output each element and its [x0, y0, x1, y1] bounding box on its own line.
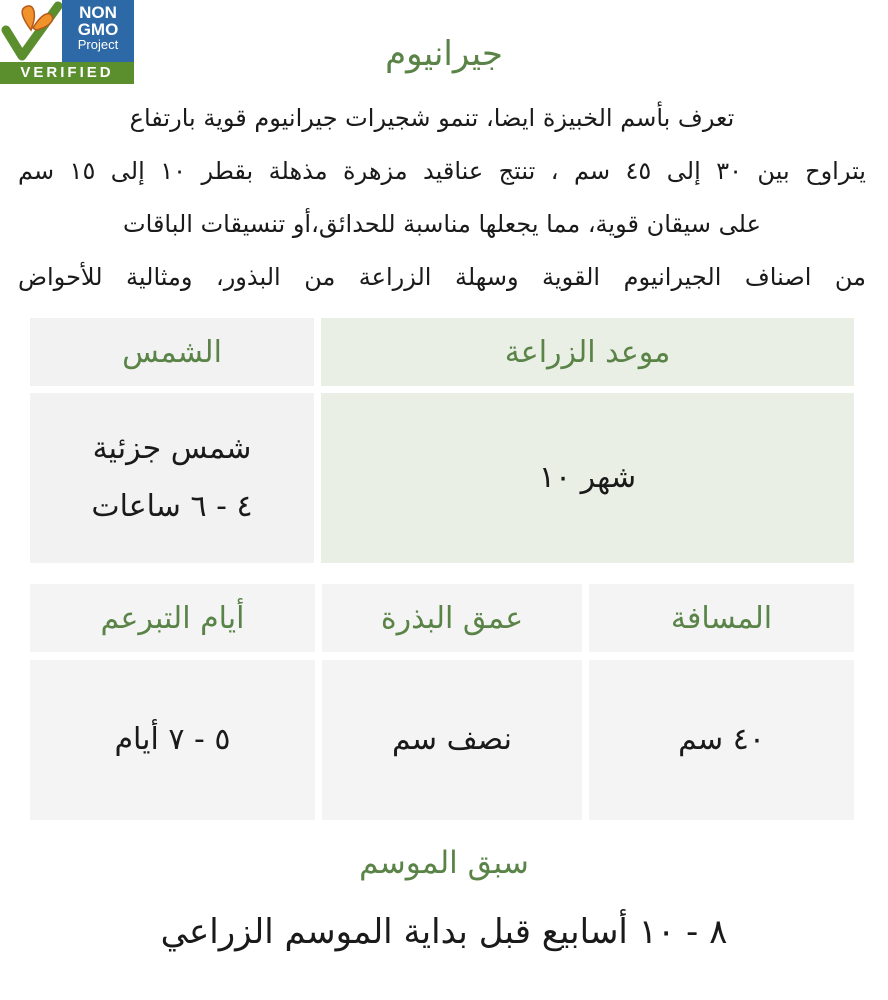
- sun-value-line: ٤ - ٦ ساعات: [91, 489, 253, 524]
- product-title: جيرانيوم: [385, 34, 503, 74]
- season-label: سبق الموسم: [359, 845, 529, 881]
- germination-days-value: ٥ - ٧ أيام: [30, 660, 315, 820]
- planting-time-header: موعد الزراعة: [321, 318, 854, 386]
- product-description: [18, 92, 866, 304]
- badge-line2: GMO: [77, 20, 119, 39]
- seed-depth-header: عمق البذرة: [322, 584, 582, 652]
- badge-line1: NON: [79, 3, 117, 22]
- germination-days-header: أيام التبرعم: [30, 584, 315, 652]
- description-line: يتراوح بين ٣٠ إلى ٤٥ سم ، تنتج عناقيد مزهرة مذهلة بقطر ١٠ إلى ١٥ سم: [18, 157, 866, 185]
- description-line: من اصناف الجيرانيوم القوية وسهلة الزراعة من البذور، ومثالية للأحواض: [18, 263, 866, 291]
- description-line: تعرف بأسم الخبيزة ايضا، تنمو شجيرات جيرانيوم قوية بارتفاع: [129, 104, 735, 132]
- distance-value: ٤٠ سم: [589, 660, 854, 820]
- sun-value: [30, 393, 314, 563]
- sun-value-line: شمس جزئية: [92, 431, 252, 466]
- badge-line3: Project: [77, 37, 119, 52]
- sun-header: الشمس: [30, 318, 314, 386]
- seed-depth-value: نصف سم: [322, 660, 582, 820]
- planting-time-value: شهر ١٠: [321, 393, 854, 563]
- distance-header: المسافة: [589, 584, 854, 652]
- badge-verified: VERIFIED: [0, 62, 134, 84]
- season-value: ٨ - ١٠ أسابيع قبل بداية الموسم الزراعي: [160, 912, 728, 952]
- description-line: على سيقان قوية، مما يجعلها مناسبة للحدائق،أو تنسيقات الباقات: [123, 210, 761, 238]
